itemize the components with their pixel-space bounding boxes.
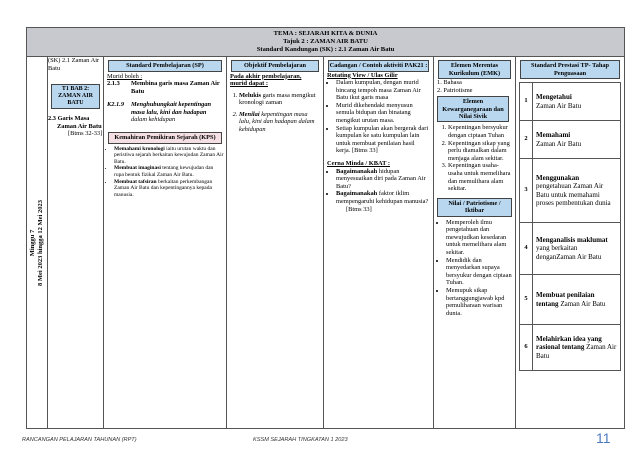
sp-item: [104, 80, 226, 95]
ekns-list: [437, 124, 513, 192]
objectives-list: [230, 92, 320, 134]
tp-text: Mengetahui Zaman Air Batu: [533, 83, 621, 121]
cerna-minda-list: [327, 168, 430, 214]
list-item: 3. Kepentingan usaha-usaha untuk memelihara dan memulihara alam sekitar.: [448, 162, 513, 192]
sp-text: Membina garis masa Zaman Air Batu: [131, 80, 220, 95]
tajuk-title: Tajuk 2 : ZAMAN AIR BATU: [283, 38, 368, 45]
week-dates: 8 Mei 2023 hingga 12 Mei 2023: [37, 199, 44, 286]
footer-kssm-label: KSSM SEJARAH TINGKATAN 1 2023: [253, 437, 348, 443]
sp-code: K2.1.9: [107, 101, 125, 109]
sp-prestasi-title: Standard Prestasi TP- Tahap Penguasaan: [520, 60, 620, 79]
tp-number: 4: [520, 223, 533, 275]
week-label: [29, 200, 45, 286]
tp-number: 3: [520, 159, 533, 223]
table-row: [520, 83, 621, 121]
emk-cell: [434, 57, 516, 429]
list-item: 2. Kepentingan sikap yang perlu diamalkan dalam menjaga alam sekitar.: [448, 140, 513, 163]
list-item: • Memperoleh ilmu pengetahuan dan mewujudkan kesedaran untuk memelihara alam sekitar.: [446, 219, 513, 257]
week-number: Minggu 7: [29, 229, 36, 256]
emk-item: 1. Bahasa: [437, 79, 462, 86]
garis-masa-subtitle: Zaman Air Batu: [57, 122, 102, 130]
nilai-list: [437, 219, 513, 318]
kps-list: [104, 146, 226, 199]
nilai-title: Nilai / Patriotisme / Iktibar: [437, 198, 512, 217]
sp-text-rest: dalam kehidupan: [131, 116, 176, 124]
table-row: [520, 275, 621, 325]
objectives-cell: [227, 57, 324, 429]
table-header: [27, 28, 625, 57]
rotating-view-title: Rotating View / Ulas Gilir: [327, 71, 398, 79]
content-standard-cell: [48, 57, 104, 429]
standard-kandungan-title: Standard Kandungan (SK) : 2.1 Zaman Air Batu: [256, 46, 395, 53]
list-item: • Membuat imaginasi tentang kewujudan dan rupa bentuk fizikal Zaman Air Batu.: [114, 165, 224, 178]
tp-table: [519, 82, 621, 371]
list-item: • Bagaimanakah hidupan menyesuaikan diri pada Zaman Air Batu?: [336, 168, 430, 191]
tp-number: 2: [520, 121, 533, 159]
tp-text: Menggunakan pengetahuan Zaman Air Batu untuk memahami proses pembentukan dunia: [533, 159, 621, 223]
murid-boleh-label: Murid boleh :: [107, 72, 143, 80]
tema-title: TEMA : SEJARAH KITA & DUNIA: [273, 30, 378, 37]
week-cell: [27, 57, 48, 429]
tp-number: 1: [520, 83, 533, 121]
activities-title: Cadangan / Contoh aktiviti PAK21 :: [328, 60, 429, 72]
list-item: 1. Kepentingan bersyukur dengan ciptaan Tuhan: [448, 124, 513, 139]
list-item: • Bagaimanakah faktor iklim mempengaruhi kehidupan manusia? [Btms 33]: [336, 190, 430, 213]
list-item: 2. Menilai kepentingan masa lalu, kini dan hadapan dalam kehidupan: [239, 111, 320, 134]
tp-text: Memahami Zaman Air Batu: [533, 121, 621, 159]
list-item: • Memahami kronologi iaitu urutan waktu dan peristiwa sejarah berkaitan kewujudan Zaman Air Batu.: [114, 146, 224, 166]
sk-text: (SK) 2.1 Zaman Air Batu: [48, 57, 100, 72]
performance-standard-cell: [516, 57, 625, 429]
tp-text: Melahirkan idea yang rasional tentang Zaman Air Batu: [533, 325, 621, 371]
table-row: [520, 121, 621, 159]
objectives-intro: Pada akhir pembelajaran, murid dapat :: [230, 72, 302, 88]
tp-text: Membuat penilaian tentang Zaman Air Batu: [533, 275, 621, 325]
learning-standard-cell: [104, 57, 227, 429]
sp-text-bold: Menghubungkait kepentingan masa lalu, kini dan hadapan: [131, 101, 212, 116]
emk-item: 2. Patriotisme: [437, 86, 473, 94]
cerna-minda-title: Cerna Minda / KBAT :: [327, 160, 390, 168]
list-item: • Mendidik dan menyedarkan supaya bersyukur dengan ciptaan Tuhan.: [446, 257, 513, 287]
emk-title: Elemen Merentas Kurikulum (EMK): [438, 60, 511, 79]
ekns-title: Elemen Kewarganegaraan dan Nilai Sivik: [437, 96, 509, 122]
table-row: [520, 223, 621, 275]
sp-title: Standard Pembelajaran (SP): [108, 60, 222, 72]
lesson-plan-table: [26, 27, 625, 429]
tp-number: 6: [520, 325, 533, 371]
page-ref: [Btms 32-33]: [68, 130, 103, 138]
list-item: • Membuat tafsiran berkaitan perkembangan Zaman Air Batu dan kepentingannya kepada manusia.: [114, 179, 224, 199]
chapter-box: T1 BAB 2: ZAMAN AIR BATU: [51, 84, 100, 109]
table-row: [520, 325, 621, 371]
garis-masa-title: 2.3 Garis Masa: [48, 115, 90, 123]
list-item: • Dalam kumpulan, dengan murid bincang tempoh masa Zaman Air Batu ikut garis masa: [336, 79, 430, 102]
tp-number: 5: [520, 275, 533, 325]
kps-title: Kemahiran Pemikiran Sejarah (KPS): [108, 132, 222, 144]
table-row: [520, 159, 621, 223]
list-item: 1. Melukis garis masa mengikut kronologi zaman: [239, 92, 320, 107]
activities-cell: [324, 57, 434, 429]
rotating-view-list: [327, 79, 430, 155]
footer-rpt-label: RANCANGAN PELAJARAN TAHUNAN (RPT): [22, 437, 137, 443]
list-item: • Setiap kumpulan akan bergerak dari kumpulan ke satu kumpulan lain untuk membuat penilaian hasil kerja. [Btms 33]: [336, 125, 430, 155]
list-item: • Memupuk sikap bertanggungjawab kpd pemuliharaan warisan dunia.: [446, 287, 513, 317]
objectives-title: Objektif Pembelajaran: [231, 60, 319, 72]
sp-code: 2.1.3: [107, 80, 120, 88]
sp-item: [104, 101, 226, 124]
tp-text: Menganalisis maklumat yang berkaitan denganZaman Air Batu: [533, 223, 621, 275]
list-item: • Murid dikehendaki menyusun semula bidupan dan binatang mengikut urutan masa.: [336, 102, 430, 125]
page-number: 11: [596, 430, 611, 446]
